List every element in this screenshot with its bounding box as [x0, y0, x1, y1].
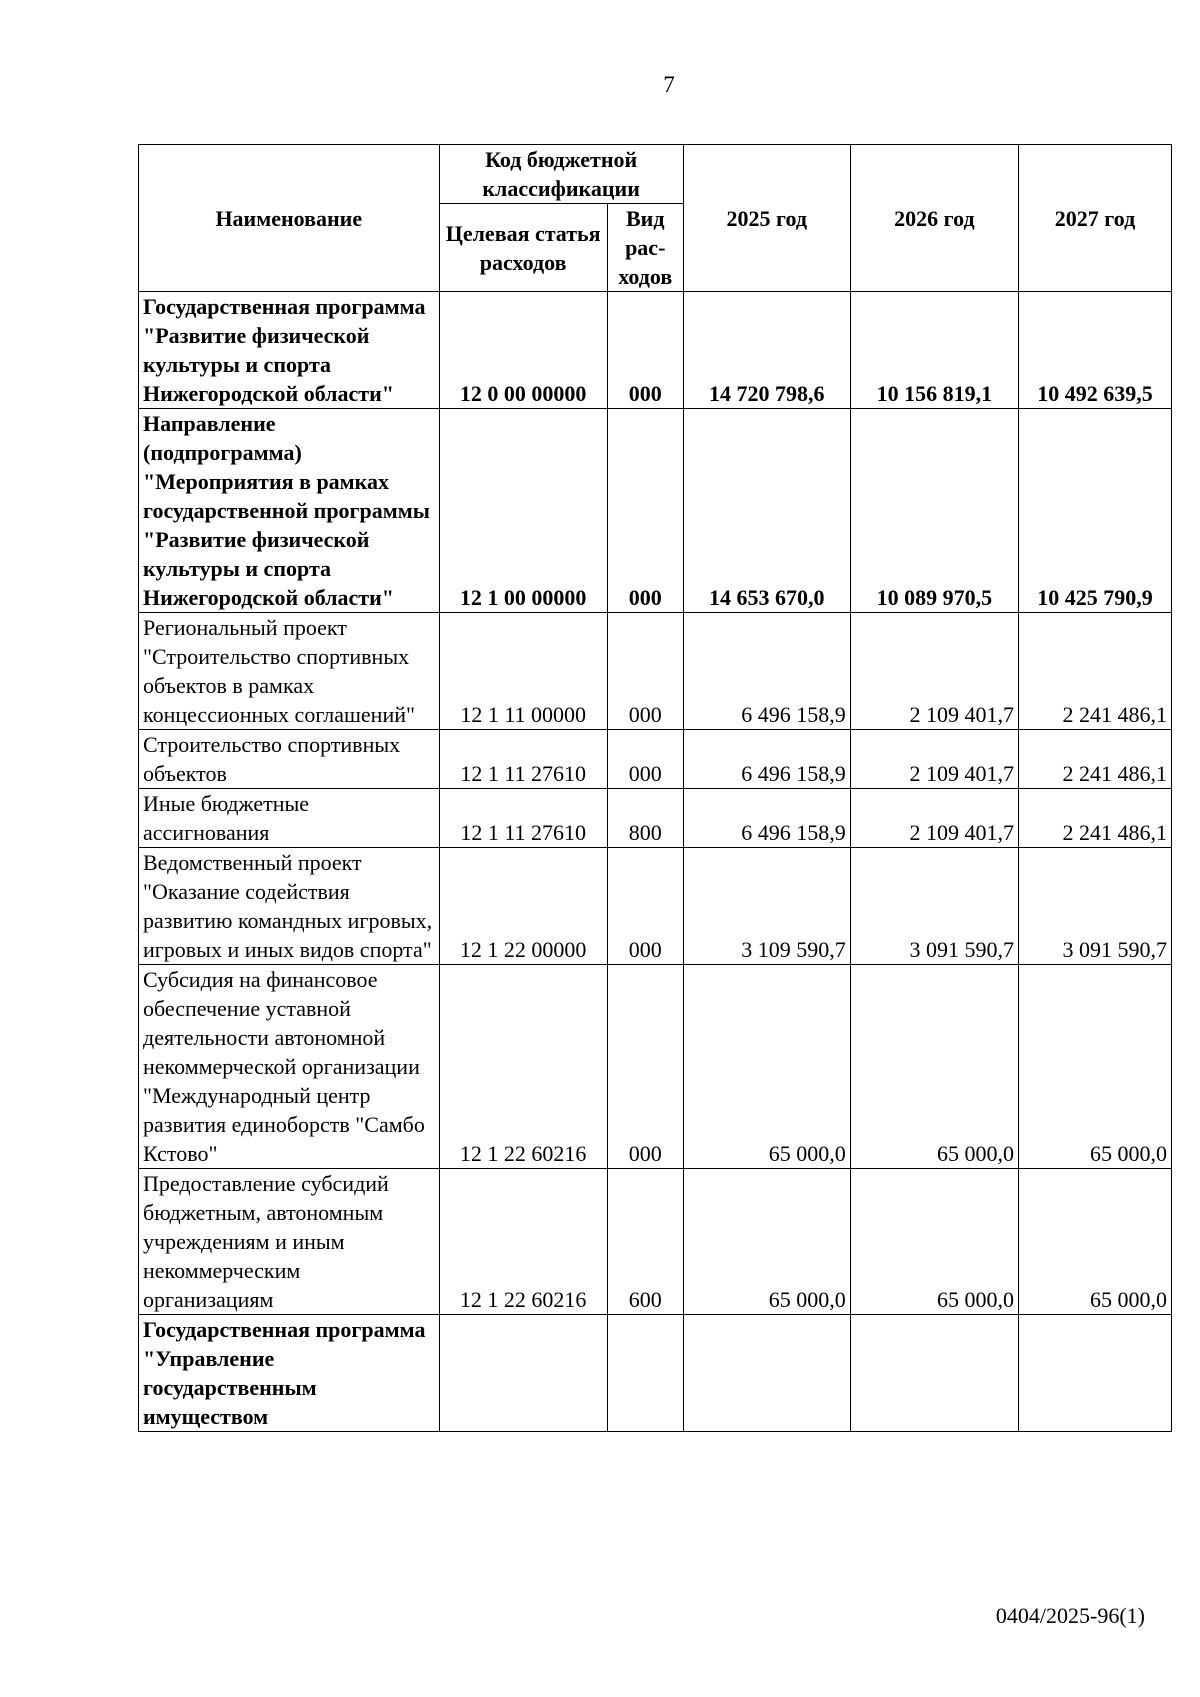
row-amount-2025: 14 653 670,0 — [683, 409, 850, 613]
row-amount-2026: 65 000,0 — [850, 1169, 1018, 1315]
row-expense-type: 000 — [607, 965, 683, 1169]
table-row — [139, 730, 1172, 789]
row-amount-2027: 10 425 790,9 — [1018, 409, 1171, 613]
row-expense-type: 000 — [607, 409, 683, 613]
row-amount-2027: 2 241 486,1 — [1018, 613, 1171, 730]
row-expense-type — [607, 1315, 683, 1432]
row-name: Субсидия на финансовое обеспечение уставной деятельности автономной некоммерческой организации "Международный центр развития единоборств "Самбо Кстово" — [139, 965, 440, 1169]
header-2026: 2026 год — [850, 145, 1018, 292]
document-code: 0404/2025-96(1) — [995, 1603, 1145, 1628]
table-row — [139, 292, 1172, 409]
header-2025: 2025 год — [683, 145, 850, 292]
budget-table — [138, 144, 1172, 1432]
table-row — [139, 409, 1172, 613]
row-amount-2025: 3 109 590,7 — [683, 848, 850, 965]
table-row — [139, 789, 1172, 848]
row-amount-2025 — [683, 1315, 850, 1432]
row-expense-type: 000 — [607, 848, 683, 965]
table-body — [139, 292, 1172, 1432]
row-amount-2025: 6 496 158,9 — [683, 613, 850, 730]
row-name: Предоставление субсидий бюджетным, автономным учреждениям и иным некоммерческим организациям — [139, 1169, 440, 1315]
row-target-article: 12 1 11 27610 — [439, 730, 607, 789]
table-row — [139, 1169, 1172, 1315]
row-expense-type: 000 — [607, 730, 683, 789]
row-target-article: 12 0 00 00000 — [439, 292, 607, 409]
row-amount-2027: 2 241 486,1 — [1018, 789, 1171, 848]
table-row — [139, 848, 1172, 965]
header-target-article: Целевая статья расходов — [439, 204, 607, 292]
row-expense-type: 800 — [607, 789, 683, 848]
row-amount-2025: 6 496 158,9 — [683, 789, 850, 848]
row-name: Региональный проект "Строительство спортивных объектов в рамках концессионных соглашений" — [139, 613, 440, 730]
row-amount-2026: 3 091 590,7 — [850, 848, 1018, 965]
row-target-article: 12 1 22 60216 — [439, 965, 607, 1169]
row-amount-2027: 65 000,0 — [1018, 1169, 1171, 1315]
row-expense-type: 000 — [607, 292, 683, 409]
row-target-article — [439, 1315, 607, 1432]
row-target-article: 12 1 00 00000 — [439, 409, 607, 613]
row-name: Государственная программа "Управление государственным имуществом — [139, 1315, 440, 1432]
row-amount-2026: 10 089 970,5 — [850, 409, 1018, 613]
row-amount-2026: 10 156 819,1 — [850, 292, 1018, 409]
row-target-article: 12 1 22 60216 — [439, 1169, 607, 1315]
row-expense-type: 000 — [607, 613, 683, 730]
row-amount-2026: 2 109 401,7 — [850, 613, 1018, 730]
table-row — [139, 1315, 1172, 1432]
row-name: Государственная программа "Развитие физической культуры и спорта Нижегородской области" — [139, 292, 440, 409]
row-name: Иные бюджетные ассигнования — [139, 789, 440, 848]
header-kbk: Код бюджетной классификации — [439, 145, 683, 204]
row-amount-2026: 2 109 401,7 — [850, 730, 1018, 789]
row-amount-2027: 65 000,0 — [1018, 965, 1171, 1169]
row-amount-2026 — [850, 1315, 1018, 1432]
header-expense-type: Вид рас-ходов — [607, 204, 683, 292]
row-amount-2025: 65 000,0 — [683, 1169, 850, 1315]
row-expense-type: 600 — [607, 1169, 683, 1315]
header-name: Наименование — [139, 145, 440, 292]
table-row — [139, 965, 1172, 1169]
page-number: 7 — [663, 72, 675, 97]
row-amount-2025: 65 000,0 — [683, 965, 850, 1169]
row-target-article: 12 1 11 27610 — [439, 789, 607, 848]
table-row — [139, 613, 1172, 730]
row-name: Ведомственный проект "Оказание содействия развитию командных игровых, игровых и иных видов спорта" — [139, 848, 440, 965]
row-amount-2026: 2 109 401,7 — [850, 789, 1018, 848]
row-amount-2027 — [1018, 1315, 1171, 1432]
header-2027: 2027 год — [1018, 145, 1171, 292]
row-target-article: 12 1 22 00000 — [439, 848, 607, 965]
row-amount-2025: 6 496 158,9 — [683, 730, 850, 789]
row-amount-2027: 10 492 639,5 — [1018, 292, 1171, 409]
row-amount-2027: 3 091 590,7 — [1018, 848, 1171, 965]
row-amount-2027: 2 241 486,1 — [1018, 730, 1171, 789]
row-target-article: 12 1 11 00000 — [439, 613, 607, 730]
row-amount-2026: 65 000,0 — [850, 965, 1018, 1169]
row-name: Строительство спортивных объектов — [139, 730, 440, 789]
row-amount-2025: 14 720 798,6 — [683, 292, 850, 409]
row-name: Направление (подпрограмма) "Мероприятия в рамках государственной программы "Развитие физической культуры и спорта Нижегородской области" — [139, 409, 440, 613]
